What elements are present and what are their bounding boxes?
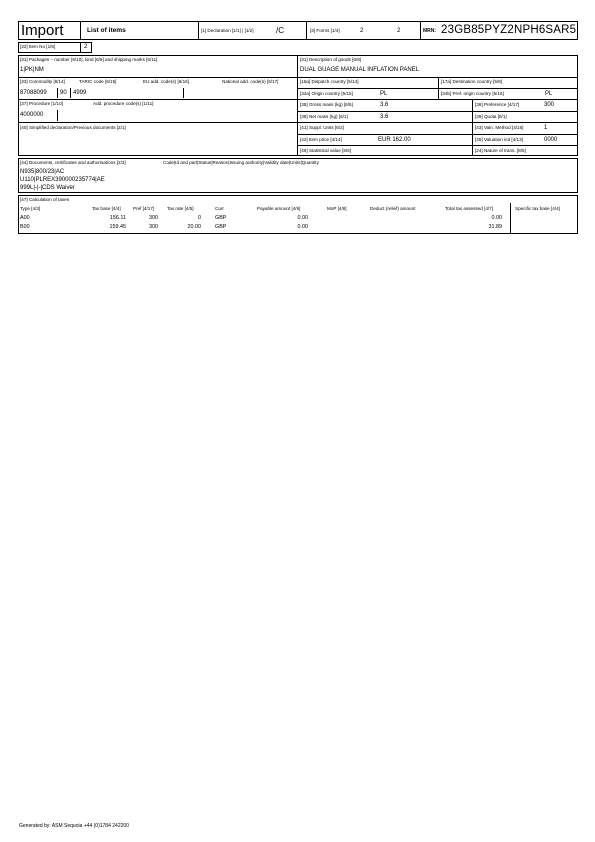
- generated-by-footer: Generated by: ASM Sequoia +44 (0)1784 242200: [19, 823, 129, 829]
- document-line: N935|800/23|AC: [20, 169, 65, 175]
- divider: [80, 21, 81, 40]
- tax-row-total: 0.00: [491, 215, 502, 221]
- packages-value: 1|PK|NM: [20, 67, 44, 73]
- tax-header-deduct: Deduct (relief) amount: [370, 206, 416, 211]
- dispatch-country-label: [15a] Dispatch country [5/14]: [300, 79, 359, 84]
- declaration-value: /C: [276, 26, 284, 35]
- item-no-value: 2: [84, 44, 88, 50]
- divider: [420, 21, 421, 40]
- national-add-code-label: National add. code(s) [6/17]: [222, 79, 279, 84]
- tax-header-mop: MoP [4/8]: [327, 206, 347, 211]
- divider: [183, 88, 184, 98]
- nature-of-transaction-label: [24] Nature of trans. [8/5]: [475, 148, 526, 153]
- tax-row-tax-rate: 0: [198, 215, 201, 221]
- procedure-value: 4000000: [20, 112, 44, 118]
- quota-label: [39] Quota [8/1]: [475, 114, 507, 119]
- divider: [198, 21, 199, 40]
- tax-header-total: Total tax assessed [4/7]: [445, 206, 494, 211]
- procedure-label: [37] Procedure [1/10]: [20, 101, 63, 106]
- declaration-label: [1] Declaration [1/1] | [1/2]: [201, 28, 254, 33]
- grid-row-line: [297, 145, 578, 146]
- forms-label: [3] Forms [1/4]: [310, 28, 340, 33]
- grid-row-line: [18, 99, 578, 100]
- mrn-label: MRN:: [423, 28, 437, 34]
- divider: [438, 77, 439, 99]
- preference-label: [36] Preference [4/17]: [475, 102, 520, 107]
- valn-method-label: [43] Valn. Method [4/16]: [475, 125, 524, 130]
- tax-header-type: Type [4/3]: [20, 206, 41, 211]
- valn-method-value: 1: [544, 125, 548, 131]
- origin-country-label: [34a] Origin country [5/15]: [300, 91, 353, 96]
- tax-row-payable: 0.00: [297, 224, 308, 230]
- documents-columns-label: Code|Id and part|Status|Reason|Issuing authority|Validity date|Units|Quantity: [163, 160, 319, 165]
- gross-mass-value: 3.6: [380, 102, 389, 108]
- tax-row-tax-base: 159.45: [109, 224, 126, 230]
- grid-row-line: [297, 134, 578, 135]
- tax-row-pref: 300: [149, 224, 158, 230]
- grid-center-divider: [297, 55, 298, 156]
- tax-row-type: B00: [20, 224, 30, 230]
- divider: [57, 110, 58, 121]
- mrn-value: 23GB85PYZ2NPH6SAR5: [441, 24, 577, 36]
- divider: [306, 21, 307, 40]
- commodity-label: [33] Commodity [6/14]: [20, 79, 65, 84]
- destination-country-label: [17a] Destination country [5/8]: [441, 79, 503, 84]
- taric-value: 90: [60, 90, 67, 96]
- gross-mass-label: [35] Gross mass (kg) [6/5]: [300, 102, 353, 107]
- tax-row-currency: GBP: [215, 215, 227, 221]
- tax-header-pref: Pref [4/17]: [133, 206, 155, 211]
- statistical-value-label: [46] Statistical value [8/6]: [300, 148, 352, 153]
- tax-row-total: 31.89: [488, 224, 502, 230]
- tax-row-tax-base: 156.11: [109, 215, 126, 221]
- pref-origin-country-label: [34b] Pref. origin country [5/16]: [441, 91, 504, 96]
- tax-header-tax-rate: Tax rate [4/5]: [167, 206, 194, 211]
- tax-row-currency: GBP: [215, 224, 227, 230]
- previous-documents-label: [40] Simplified declaration/Previous documents [2/1]: [20, 125, 126, 130]
- tax-row-payable: 0.00: [297, 215, 308, 221]
- tax-row-type: A00: [20, 215, 30, 221]
- goods-description-label: [31] Description of goods [6/8]: [300, 57, 362, 62]
- grid-row-line: [18, 77, 578, 78]
- divider: [510, 203, 511, 234]
- tax-row-pref: 300: [149, 215, 158, 221]
- tax-header-specific-base: Specific tax base [4/4]: [515, 206, 560, 211]
- document-line: 999L|-|-|CDS Waiver: [20, 185, 75, 191]
- tax-row-tax-rate: 20.00: [187, 224, 201, 230]
- taxes-label: [47] Calculation of taxes: [20, 197, 70, 202]
- forms-value-1: 2: [360, 28, 364, 34]
- grid-row-line: [18, 122, 578, 123]
- tax-header-currency: Curr: [215, 206, 224, 211]
- tax-header-tax-base: Tax base [4/4]: [92, 206, 121, 211]
- grid-row-line: [297, 111, 578, 112]
- list-of-items-label: List of items: [87, 27, 126, 34]
- packages-label: [31] Packages – number [6/10], kind [6/9] and shipping marks [6/11]: [20, 57, 158, 62]
- forms-value-2: 2: [397, 28, 401, 34]
- origin-country-value: PL: [380, 91, 388, 97]
- commodity-value: 87088099: [20, 90, 47, 96]
- valuation-ind-value: 0000: [544, 137, 558, 143]
- item-price-value: EUR 162.00: [378, 137, 411, 143]
- item-price-label: [42] Item price [4/14]: [300, 137, 342, 142]
- taric-label: TARIC code [6/15]: [79, 79, 117, 84]
- preference-value: 300: [544, 102, 555, 108]
- documents-label: [44] Documents, certificates and authorisations [2/3]: [20, 160, 126, 165]
- net-mass-value: 3.6: [380, 114, 389, 120]
- eu-add-code-value: 4999: [73, 90, 87, 96]
- doc-type-title: Import: [21, 22, 64, 39]
- divider: [472, 99, 473, 156]
- tax-header-payable: Payable amount [4/6]: [257, 206, 301, 211]
- suppl-units-label: [41] Suppl. Units [6/2]: [300, 125, 344, 130]
- pref-origin-country-value: PL: [545, 91, 553, 97]
- net-mass-label: [38] Net mass (kg) [6/1]: [300, 114, 348, 119]
- valuation-ind-label: [45] Valuation ind [4/13]: [475, 137, 523, 142]
- goods-description-value: DUAL GUAGE MANUAL INFLATION PANEL: [300, 67, 420, 73]
- divider: [70, 88, 71, 98]
- eu-add-code-label: EU add. code(s) [6/16]: [143, 79, 189, 84]
- item-no-label: [32] Item No [1/6]: [20, 44, 56, 49]
- divider: [80, 42, 81, 53]
- add-procedure-label: Add. procedure code(s) [1/11]: [93, 101, 154, 106]
- document-line: U110|PLREX390000235774|AE: [20, 177, 105, 183]
- divider: [57, 88, 58, 98]
